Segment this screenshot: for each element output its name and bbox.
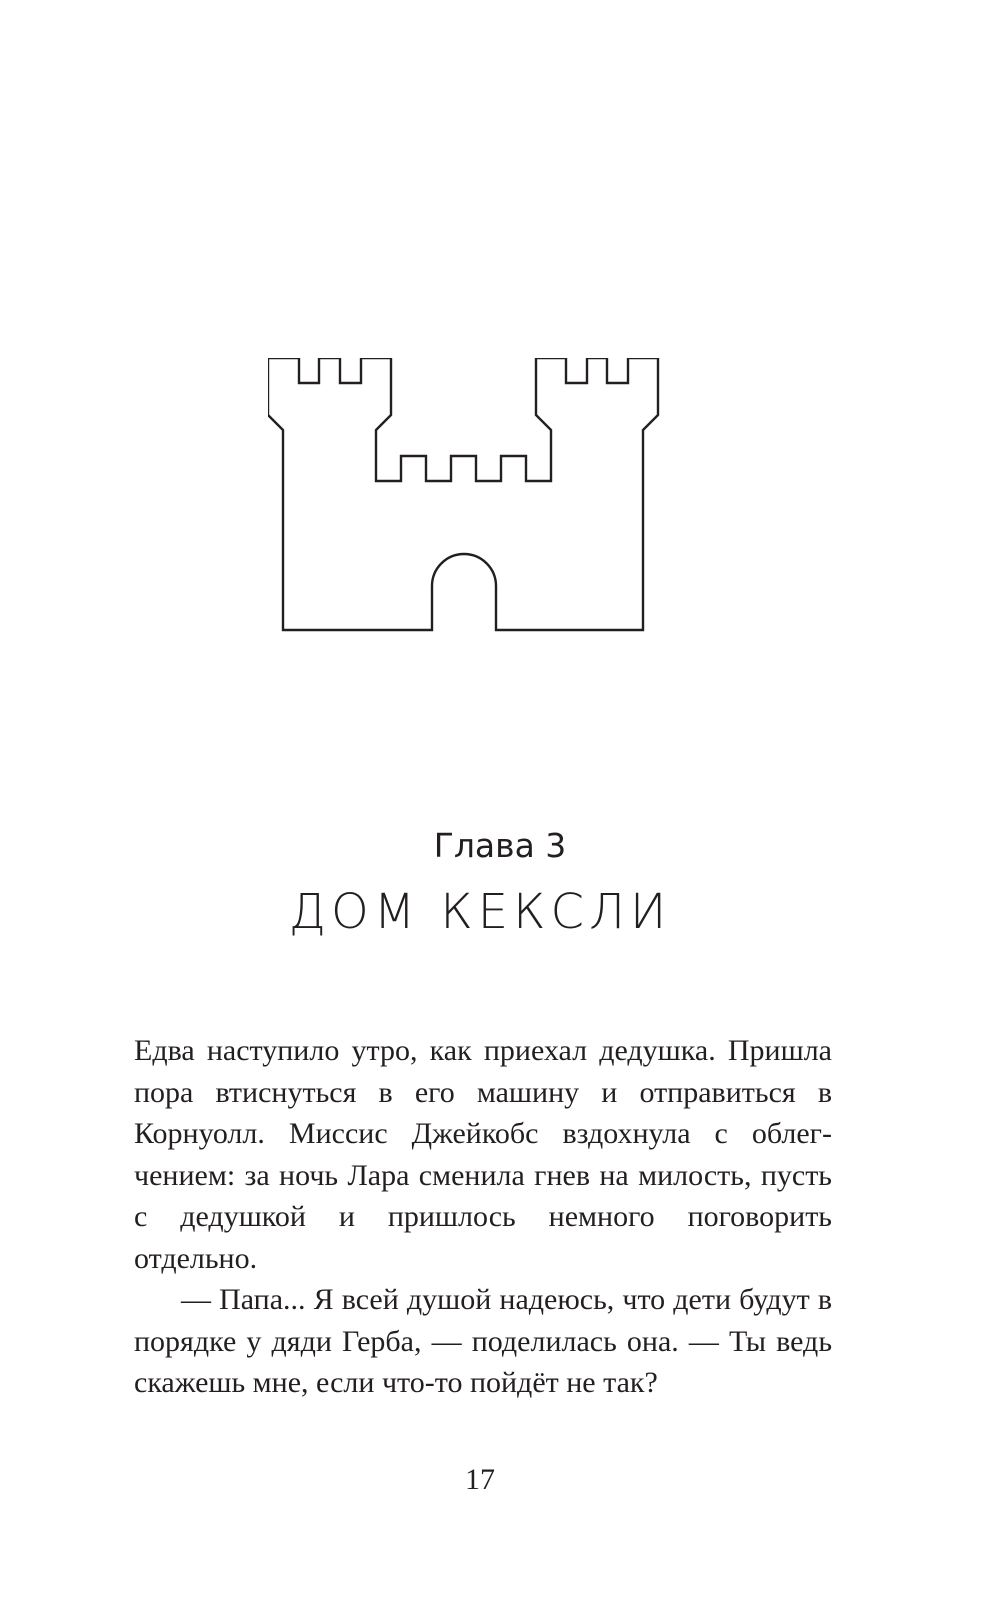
- chapter-number: Глава 3: [433, 826, 567, 865]
- paragraph: — Папа... Я всей душой надеюсь, что дети будут в порядке у дяди Герба, — поделилась она. — Ты ведь скажешь мне, если что-то пойдёт не так?: [134, 1283, 832, 1399]
- page-number: 17: [465, 1463, 495, 1496]
- paragraph: Едва наступило утро, как приехал дедушка. Пришла пора втиснуться в его машину и отправиться в Корнуолл. Миссис Джейкобс вздохнула с облегчением: за ночь Лара сменила гнев на милость, пусть с дедушкой и пришлось немного поговорить отдельно.: [134, 1034, 832, 1275]
- chapter-title: ДОМ КЕКСЛИ: [288, 884, 672, 940]
- castle-icon: [268, 358, 668, 656]
- body-text: [134, 1030, 832, 1404]
